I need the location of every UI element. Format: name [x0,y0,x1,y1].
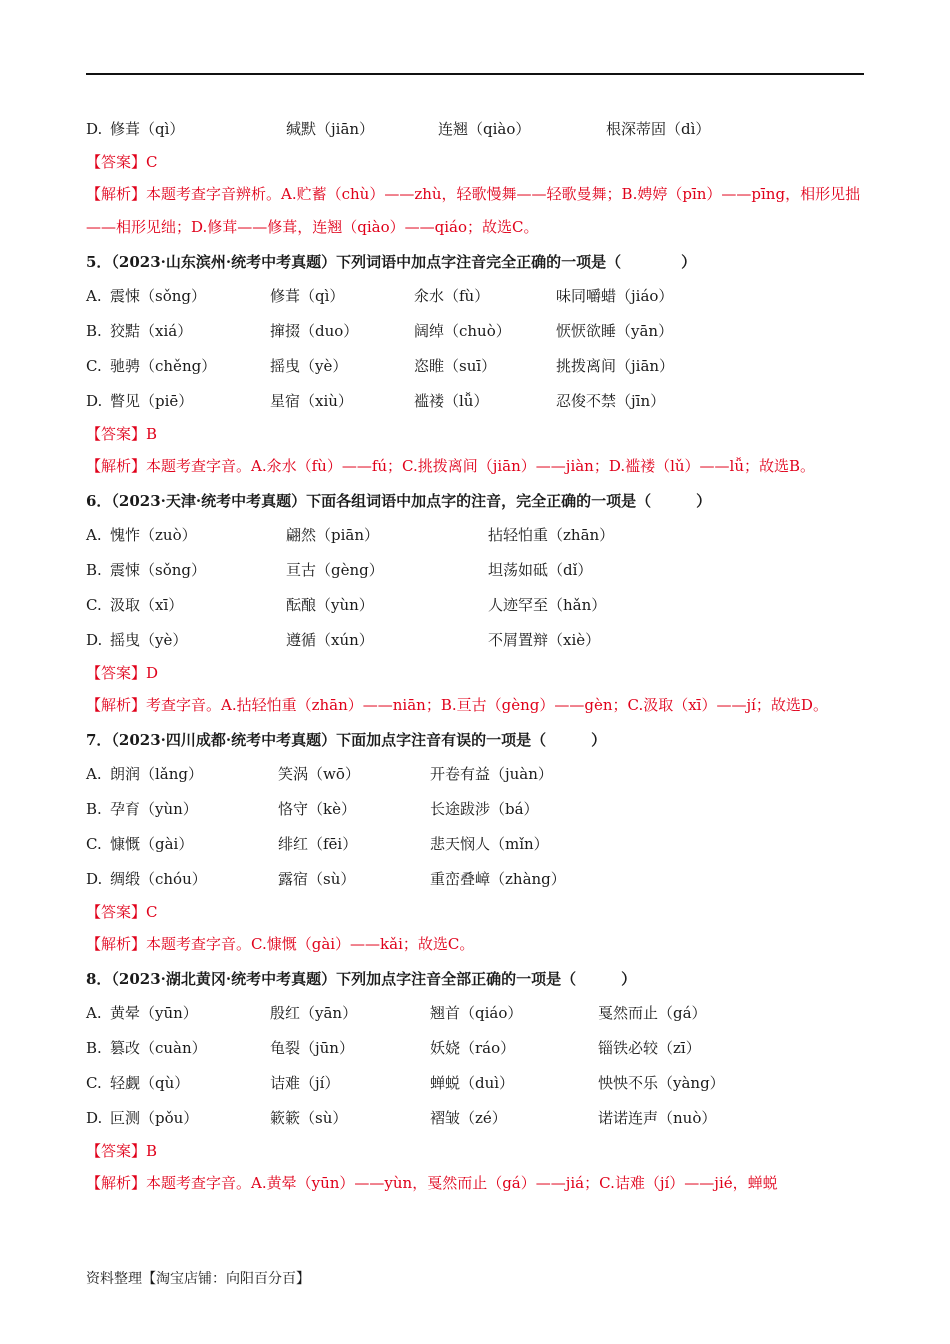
option-letter: C. [86,357,102,375]
option-letter: C. [86,596,102,614]
option-word: 味同嚼蜡（jiáo） [556,287,674,305]
page-content [86,112,866,1202]
option-word: 殷红（yān） [270,1004,358,1022]
q7-option-a [86,757,866,792]
option-word: 褴褛（lǚ） [414,392,489,410]
option-letter: D. [86,120,103,138]
option-word: 遵循（xún） [286,631,374,649]
option-word: 震悚（sǒng） [110,287,206,305]
option-letter: A. [86,287,102,305]
option-word: 悲天悯人（mǐn） [430,835,549,853]
option-word: 露宿（sù） [278,870,356,888]
option-word: 开卷有益（juàn） [430,765,553,783]
option-word: 震悚（sǒng） [110,561,206,579]
option-word: 摇曳（yè） [110,631,188,649]
option-word: 摇曳（yè） [270,357,348,375]
option-word: 慷慨（gài） [110,835,194,853]
option-word: 愧怍（zuò） [110,526,197,544]
option-word: 绯红（fēi） [278,835,358,853]
option-letter: B. [86,322,102,340]
q5-question: 5．（2023·山东滨州·统考中考真题）下列词语中加点字注音完全正确的一项是（ ） [86,253,697,271]
q5-option-c [86,349,866,384]
q8-option-b [86,1031,866,1066]
option-word: 人迹罕至（hǎn） [488,596,607,614]
q6-option-c [86,588,866,623]
option-letter: A. [86,765,102,783]
option-word: 恣睢（suī） [414,357,497,375]
option-word: 星宿（xiù） [270,392,353,410]
header-rule [86,73,864,75]
footer-source: 资料整理【淘宝店铺：向阳百分百】 [86,1271,310,1287]
q4-explanation: 【解析】本题考查字音辨析。A.贮蓄（chù）——zhù，轻歌慢舞——轻歌曼舞；B.娉婷（pīn）——pīng，相形见拙——相形见绌；D.修茸——修葺，连翘（qiào）——qiáo；故选C。 [86,185,861,236]
q5-answer: 【答案】B [86,425,158,443]
option-word: 修葺（qì） [270,287,345,305]
q6-explanation: 【解析】考查字音。A.拈轻怕重（zhān）——niān；B.亘古（gèng）——gèn；C.汲取（xī）——jí；故选D。 [86,696,828,714]
option-word: 笑涡（wō） [278,765,360,783]
option-word: 重峦叠嶂（zhàng） [430,870,566,888]
option-word: 诺诺连声（nuò） [598,1109,717,1127]
option-letter: D. [86,631,103,649]
q6-option-d [86,623,866,658]
option-word: 锱铁必较（zī） [598,1039,701,1057]
q6-question: 6．（2023·天津·统考中考真题）下面各组词语中加点字的注音，完全正确的一项是（ ） [86,492,712,510]
option-word: 修葺（qì） [110,120,185,138]
q5-option-b [86,314,866,349]
q8-option-d [86,1101,866,1136]
option-word: 缄默（jiān） [286,120,375,138]
option-word: 绸缎（chóu） [110,870,207,888]
option-letter: D. [86,870,103,888]
q5-option-a [86,279,866,314]
option-word: 褶皱（zé） [430,1109,507,1127]
q5-option-d [86,384,866,419]
option-word: 狡黠（xiá） [110,322,193,340]
q7-explanation: 【解析】本题考查字音。C.慷慨（gài）——kǎi；故选C。 [86,935,475,953]
option-word: 忍俊不禁（jīn） [556,392,666,410]
option-word: 轻觑（qù） [110,1074,190,1092]
option-word: 恪守（kè） [278,800,356,818]
option-word: 坦荡如砥（dǐ） [488,561,593,579]
q7-option-c [86,827,866,862]
q8-option-c [86,1066,866,1101]
option-letter: C. [86,835,102,853]
option-word: 翩然（piān） [286,526,380,544]
option-word: 朗润（lǎng） [110,765,204,783]
option-word: 翘首（qiáo） [430,1004,523,1022]
option-word: 戛然而止（gá） [598,1004,707,1022]
option-word: 妖娆（ráo） [430,1039,516,1057]
option-word: 叵测（pǒu） [110,1109,199,1127]
option-word: 汲取（xī） [110,596,184,614]
option-word: 拈轻怕重（zhān） [488,526,615,544]
option-letter: B. [86,561,102,579]
option-letter: B. [86,1039,102,1057]
q8-question: 8．（2023·湖北黄冈·统考中考真题）下列加点字注音全部正确的一项是（ ） [86,970,637,988]
option-letter: B. [86,800,102,818]
q7-option-d [86,862,866,897]
option-word: 挑拨离间（jiān） [556,357,675,375]
option-word: 诘难（jí） [270,1074,340,1092]
option-letter: D. [86,392,103,410]
option-word: 长途跋涉（bá） [430,800,539,818]
option-letter: C. [86,1074,102,1092]
q7-answer: 【答案】C [86,903,158,921]
option-letter: A. [86,1004,102,1022]
option-letter: A. [86,526,102,544]
q8-explanation: 【解析】本题考查字音。A.黄晕（yūn）——yùn，戛然而止（gá）——jiá；C.诘难（jí）——jié，蝉蜕 [86,1174,778,1192]
option-word: 亘古（gèng） [286,561,384,579]
q4-answer: 【答案】C [86,153,158,171]
option-word: 阔绰（chuò） [414,322,511,340]
option-word: 撺掇（duo） [270,322,359,340]
option-word: 恹恹欲睡（yān） [556,322,674,340]
option-word: 黄晕（yūn） [110,1004,198,1022]
q6-answer: 【答案】D [86,664,159,682]
q8-answer: 【答案】B [86,1142,158,1160]
option-word: 连翘（qiào） [438,120,531,138]
q7-option-b [86,792,866,827]
q8-option-a [86,996,866,1031]
q6-option-a [86,518,866,553]
option-word: 蝉蜕（duì） [430,1074,515,1092]
option-word: 孕育（yùn） [110,800,198,818]
option-word: 龟裂（jūn） [270,1039,354,1057]
option-letter: D. [86,1109,103,1127]
q4-option-d [86,112,866,147]
option-word: 根深蒂固（dì） [606,120,711,138]
option-word: 氽水（fù） [414,287,490,305]
option-word: 驰骋（chěng） [110,357,217,375]
q7-question: 7．（2023·四川成都·统考中考真题）下面加点字注音有误的一项是（ ） [86,731,607,749]
option-word: 篡改（cuàn） [110,1039,207,1057]
q5-explanation: 【解析】本题考查字音。A.氽水（fù）——fú；C.挑拨离间（jiān）——jiàn；D.褴褛（lǔ）——lǚ；故选B。 [86,457,816,475]
q6-option-b [86,553,866,588]
option-word: 簌簌（sù） [270,1109,348,1127]
option-word: 不屑置辩（xiè） [488,631,601,649]
option-word: 瞥见（piē） [110,392,194,410]
option-word: 怏怏不乐（yàng） [598,1074,725,1092]
option-word: 酝酿（yùn） [286,596,374,614]
